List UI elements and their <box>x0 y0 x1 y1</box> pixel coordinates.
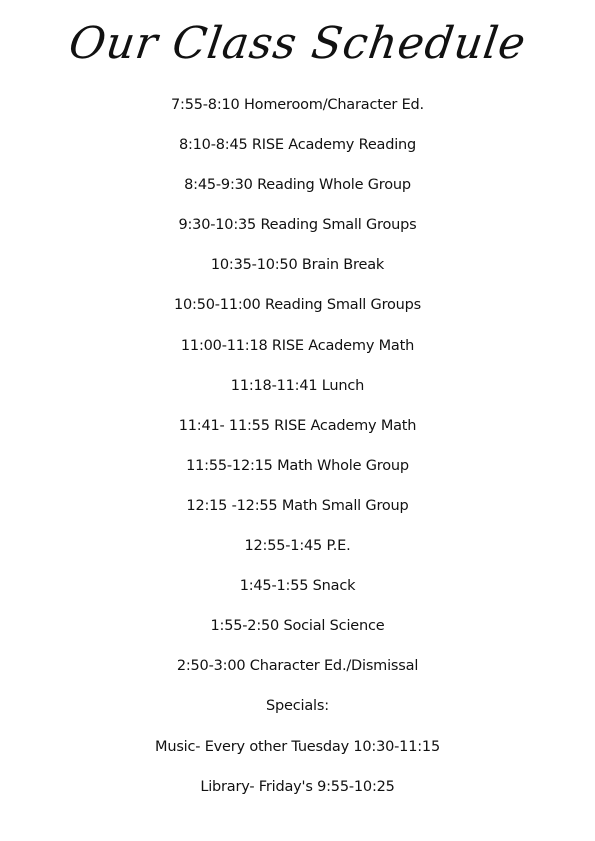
schedule-item: 11:00-11:18 RISE Academy Math <box>180 337 415 354</box>
page-title: Our Class Schedule <box>65 18 530 69</box>
schedule-item: 11:41- 11:55 RISE Academy Math <box>178 417 417 434</box>
schedule-item: 12:55-1:45 P.E. <box>244 538 351 555</box>
schedule-item: 11:18-11:41 Lunch <box>230 377 365 394</box>
schedule-list <box>0 93 595 815</box>
schedule-item: 9:30-10:35 Reading Small Groups <box>178 217 417 234</box>
schedule-item: 12:15 -12:55 Math Small Group <box>186 497 409 514</box>
schedule-item: 1:55-2:50 Social Science <box>210 618 385 635</box>
schedule-item: 8:10-8:45 RISE Academy Reading <box>178 137 417 154</box>
schedule-item: 2:50-3:00 Character Ed./Dismissal <box>176 658 419 675</box>
schedule-item: 1:45-1:55 Snack <box>239 578 356 595</box>
schedule-item: 10:35-10:50 Brain Break <box>210 257 385 274</box>
schedule-item: 11:55-12:15 Math Whole Group <box>186 457 409 474</box>
schedule-item: 10:50-11:00 Reading Small Groups <box>173 297 422 314</box>
schedule-item: 8:45-9:30 Reading Whole Group <box>184 177 411 194</box>
schedule-item: 7:55-8:10 Homeroom/Character Ed. <box>171 97 424 113</box>
specials-item: Library- Friday's 9:55-10:25 <box>200 778 395 795</box>
specials-item: Music- Every other Tuesday 10:30-11:15 <box>155 738 440 755</box>
specials-heading: Specials: <box>266 698 329 715</box>
